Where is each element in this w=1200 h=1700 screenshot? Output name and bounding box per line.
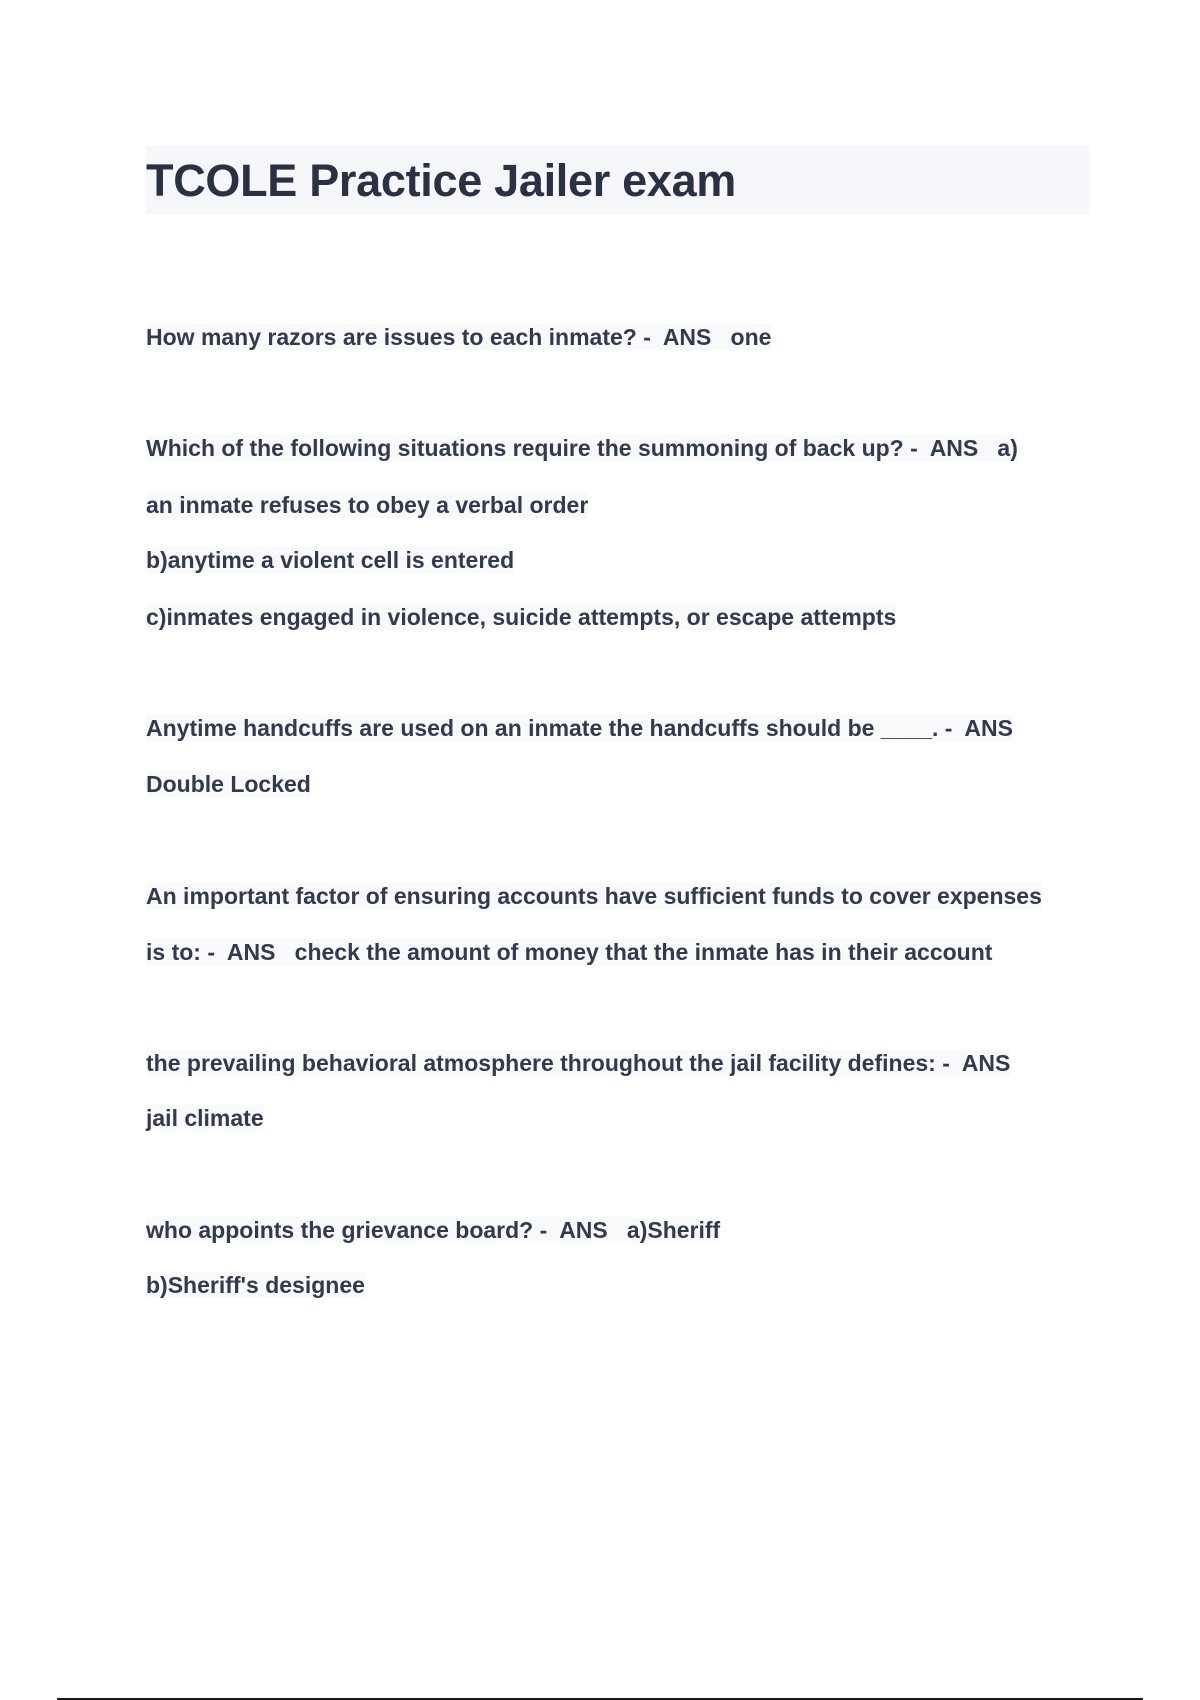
question-2-line-1 [146, 433, 1018, 463]
question-1-text: How many razors are issues to each inmate? - ANS one [146, 324, 772, 350]
answer-2-option-b: b)anytime a violent cell is entered [146, 547, 515, 573]
question-4-line-2 [146, 937, 992, 967]
question-5-text: the prevailing behavioral atmosphere throughout the jail facility defines: - ANS [146, 1050, 1011, 1076]
question-6-text: who appoints the grievance board? - ANS a)Sheriff [146, 1217, 721, 1243]
question-3-text: Anytime handcuffs are used on an inmate the handcuffs should be ____. - ANS [146, 715, 1013, 741]
question-2-line-3 [146, 545, 514, 575]
question-6-line-1 [146, 1215, 720, 1245]
question-2-line-2 [146, 490, 588, 520]
answer-6-option-b: b)Sheriff's designee [146, 1272, 365, 1298]
answer-2-option-c: c)inmates engaged in violence, suicide attempts, or escape attempts [146, 604, 897, 630]
question-1-line-1 [146, 322, 771, 352]
question-3-line-1 [146, 713, 1013, 743]
question-4-text: An important factor of ensuring accounts have sufficient funds to cover expenses [146, 883, 1042, 909]
question-3-line-2 [146, 769, 311, 799]
answer-4-text: is to: - ANS check the amount of money that the inmate has in their account [146, 939, 993, 965]
question-5-line-1 [146, 1048, 1010, 1078]
question-5-line-2 [146, 1103, 264, 1133]
answer-3-text: Double Locked [146, 771, 311, 797]
answer-5-text: jail climate [146, 1105, 264, 1131]
question-4-line-1 [146, 881, 1042, 911]
answer-2-option-a: an inmate refuses to obey a verbal order [146, 492, 589, 518]
question-2-text: Which of the following situations require the summoning of back up? - ANS a) [146, 435, 1018, 461]
document-title: TCOLE Practice Jailer exam [146, 155, 737, 206]
question-6-line-2 [146, 1270, 365, 1300]
question-2-line-4 [146, 602, 896, 632]
